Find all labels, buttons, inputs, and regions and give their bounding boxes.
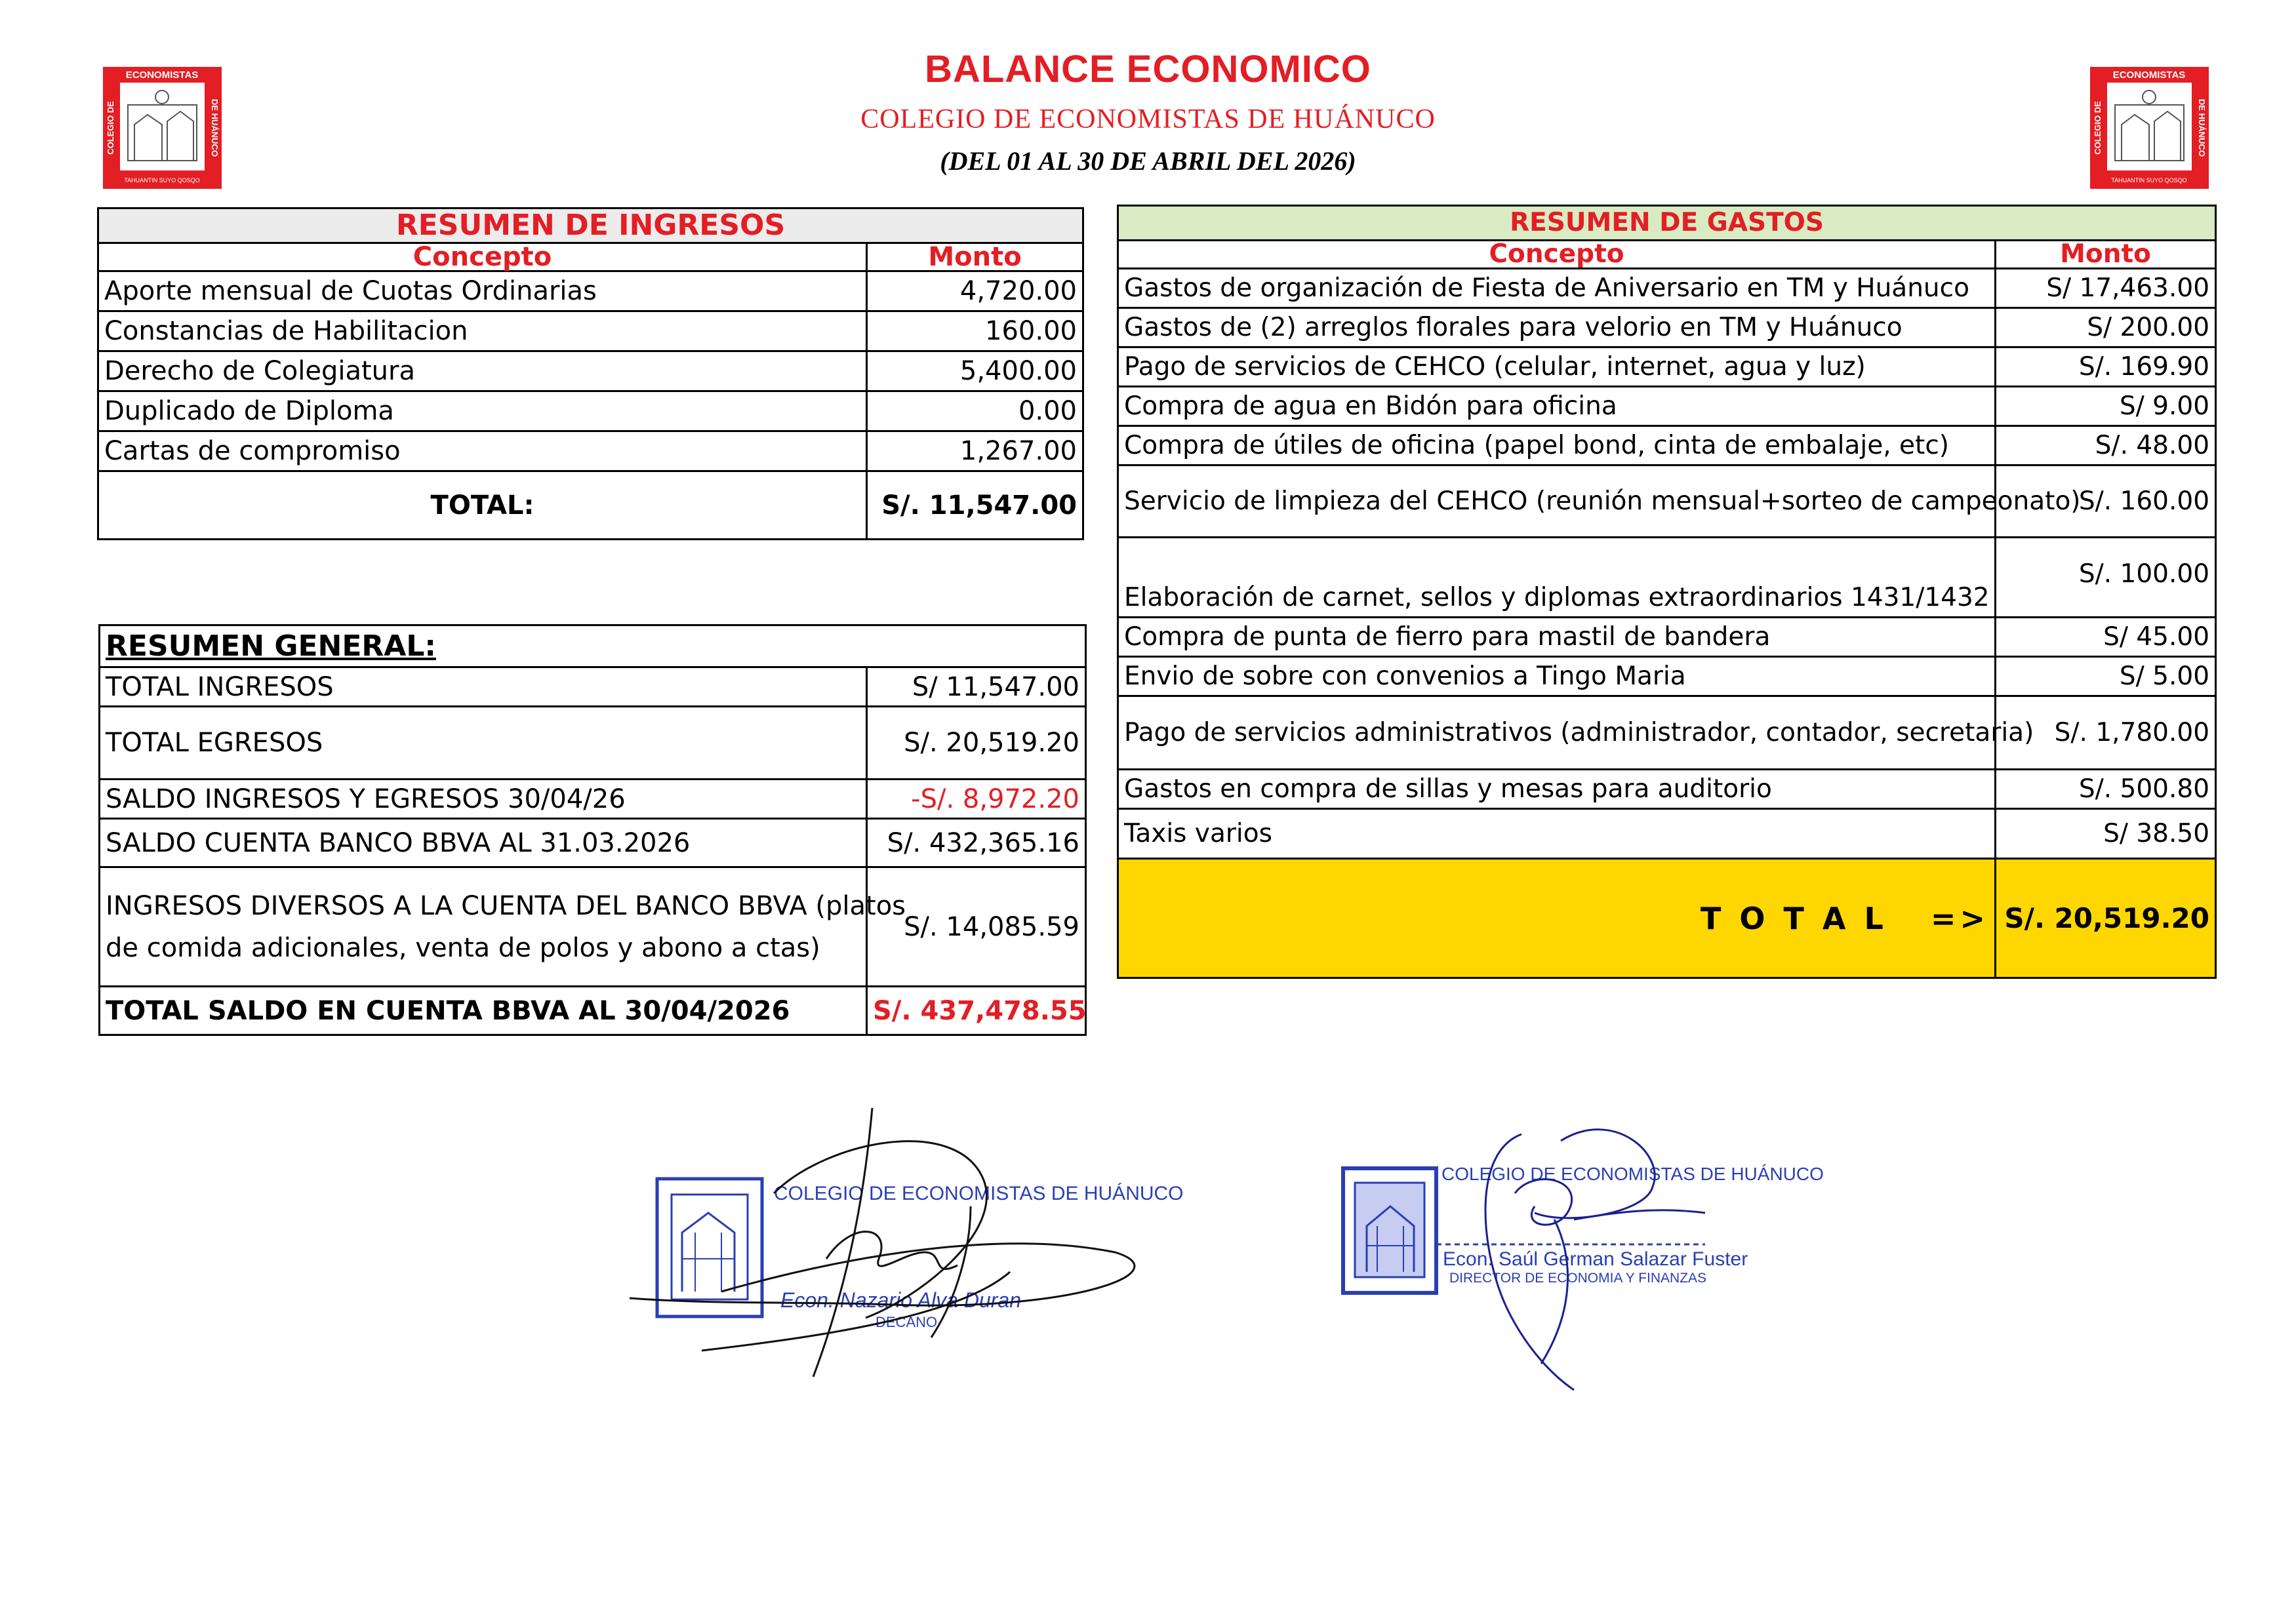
svg-text:COLEGIO DE: COLEGIO DE	[106, 101, 115, 155]
table-row	[1118, 770, 2216, 809]
gasto-concepto: Taxis varios	[1118, 809, 1996, 859]
svg-text:DE HUÁNUCO: DE HUÁNUCO	[2197, 98, 2207, 157]
ingreso-concepto: Cartas de compromiso	[98, 431, 867, 471]
general-concepto: SALDO CUENTA BANCO BBVA AL 31.03.2026	[100, 819, 867, 867]
table-row	[1118, 387, 2216, 426]
gastos-table	[1117, 205, 2217, 979]
table-row	[100, 867, 1086, 987]
gasto-concepto: Pago de servicios administrativos (administrador, contador, secretaria)	[1118, 696, 1996, 770]
gasto-monto: S/. 500.80	[1996, 770, 2216, 809]
gasto-concepto: Servicio de limpieza del CEHCO (reunión mensual+sorteo de campeonato)	[1118, 465, 1996, 538]
stamp-director	[1338, 1115, 1824, 1390]
general-concepto: TOTAL INGRESOS	[100, 667, 867, 707]
svg-text:DE HUÁNUCO: DE HUÁNUCO	[210, 98, 220, 157]
table-row	[1118, 538, 2216, 618]
general-monto: S/. 14,085.59	[867, 867, 1086, 987]
general-concepto: SALDO INGRESOS Y EGRESOS 30/04/26	[100, 780, 867, 819]
gasto-concepto: Compra de útiles de oficina (papel bond, cinta de embalaje, etc)	[1118, 426, 1996, 465]
table-row	[1118, 696, 2216, 770]
stamp-decano	[616, 1101, 1194, 1390]
page-title: BALANCE ECONOMICO	[925, 48, 1371, 90]
table-row	[1118, 809, 2216, 859]
svg-text:ECONOMISTAS: ECONOMISTAS	[125, 69, 199, 81]
report-period: (DEL 01 AL 30 DE ABRIL DEL 2026)	[940, 146, 1356, 176]
ingreso-monto: 1,267.00	[867, 431, 1083, 471]
table-row	[98, 351, 1083, 391]
general-monto: S/ 11,547.00	[867, 667, 1086, 707]
total-row	[100, 987, 1086, 1035]
gasto-concepto: Gastos de (2) arreglos florales para velorio en TM y Huánuco	[1118, 308, 1996, 347]
general-concepto-line2: de comida adicionales, venta de polos y abono a ctas)	[106, 932, 820, 963]
general-total-value: S/. 437,478.55	[867, 987, 1086, 1035]
table-row	[100, 667, 1086, 707]
ingreso-concepto: Constancias de Habilitacion	[98, 311, 867, 351]
table-row	[98, 431, 1083, 471]
gasto-concepto: Pago de servicios de CEHCO (celular, internet, agua y luz)	[1118, 347, 1996, 387]
gasto-monto: S/. 48.00	[1996, 426, 2216, 465]
general-concepto: TOTAL EGRESOS	[100, 707, 867, 780]
general-monto: S/. 432,365.16	[867, 819, 1086, 867]
gastos-total-label: T O T A L =>	[1118, 859, 1996, 978]
svg-text:DECANO: DECANO	[876, 1314, 938, 1330]
table-row	[1118, 308, 2216, 347]
svg-text:Econ. Nazario Alva Duran: Econ. Nazario Alva Duran	[780, 1288, 1021, 1312]
svg-text:DIRECTOR DE ECONOMIA Y FINANZA: DIRECTOR DE ECONOMIA Y FINANZAS	[1449, 1271, 1707, 1286]
table-row	[1118, 465, 2216, 538]
svg-text:ECONOMISTAS: ECONOMISTAS	[2112, 69, 2186, 81]
gasto-monto: S/. 169.90	[1996, 347, 2216, 387]
ingresos-total-value: S/. 11,547.00	[867, 471, 1083, 540]
table-row	[100, 707, 1086, 780]
resumen-general-table	[98, 624, 1087, 1036]
ingreso-monto: 160.00	[867, 311, 1083, 351]
table-row	[1118, 269, 2216, 308]
ingresos-col-monto: Monto	[867, 243, 1083, 271]
table-row	[1118, 426, 2216, 465]
institution-name: COLEGIO DE ECONOMISTAS DE HUÁNUCO	[860, 104, 1436, 134]
gasto-monto: S/. 100.00	[1996, 538, 2216, 618]
gasto-concepto: Gastos en compra de sillas y mesas para auditorio	[1118, 770, 1996, 809]
table-row	[1118, 347, 2216, 387]
table-row	[100, 780, 1086, 819]
gastos-col-monto: Monto	[1996, 241, 2216, 269]
ingreso-monto: 0.00	[867, 391, 1083, 431]
ingreso-concepto: Derecho de Colegiatura	[98, 351, 867, 391]
table-row	[98, 391, 1083, 431]
gasto-concepto: Gastos de organización de Fiesta de Aniversario en TM y Huánuco	[1118, 269, 1996, 308]
ingreso-monto: 4,720.00	[867, 271, 1083, 311]
general-concepto-line1: INGRESOS DIVERSOS A LA CUENTA DEL BANCO BBVA (platos	[106, 890, 906, 921]
svg-text:Econ. Saúl German Salazar Fust: Econ. Saúl German Salazar Fuster	[1443, 1248, 1748, 1270]
ingresos-title: RESUMEN DE INGRESOS	[98, 208, 1083, 243]
table-row	[1118, 657, 2216, 696]
general-title: RESUMEN GENERAL:	[100, 625, 1086, 667]
gasto-monto: S/. 1,780.00	[1996, 696, 2216, 770]
ingreso-concepto: Duplicado de Diploma	[98, 391, 867, 431]
svg-text:COLEGIO DE ECONOMISTAS DE HUÁN: COLEGIO DE ECONOMISTAS DE HUÁNUCO	[1441, 1164, 1824, 1184]
general-monto-negative: -S/. 8,972.20	[867, 780, 1086, 819]
gasto-monto: S/ 200.00	[1996, 308, 2216, 347]
gastos-title: RESUMEN DE GASTOS	[1118, 206, 2216, 241]
ingreso-concepto: Aporte mensual de Cuotas Ordinarias	[98, 271, 867, 311]
total-row	[98, 471, 1083, 540]
gasto-concepto: Compra de agua en Bidón para oficina	[1118, 387, 1996, 426]
svg-text:COLEGIO DE ECONOMISTAS DE HUÁN: COLEGIO DE ECONOMISTAS DE HUÁNUCO	[774, 1183, 1184, 1204]
table-row	[100, 819, 1086, 867]
ingresos-col-concepto: Concepto	[98, 243, 867, 271]
gasto-monto: S/ 38.50	[1996, 809, 2216, 859]
gasto-monto: S/ 5.00	[1996, 657, 2216, 696]
table-row	[98, 271, 1083, 311]
ingresos-total-label: TOTAL:	[98, 471, 867, 540]
svg-text:COLEGIO DE: COLEGIO DE	[2093, 101, 2103, 155]
gastos-total-value: S/. 20,519.20	[1996, 859, 2216, 978]
signature-block-director	[1338, 1115, 1824, 1390]
ingresos-table	[97, 207, 1084, 540]
gasto-concepto: Envio de sobre con convenios a Tingo Maria	[1118, 657, 1996, 696]
gasto-monto: S/ 17,463.00	[1996, 269, 2216, 308]
ingreso-monto: 5,400.00	[867, 351, 1083, 391]
svg-text:TAHUANTIN SUYO QOSQO: TAHUANTIN SUYO QOSQO	[124, 177, 200, 184]
gastos-col-concepto: Concepto	[1118, 241, 1996, 269]
gasto-monto: S/ 9.00	[1996, 387, 2216, 426]
gasto-monto: S/ 45.00	[1996, 618, 2216, 657]
total-row	[1118, 859, 2216, 978]
gasto-monto: S/. 160.00	[1996, 465, 2216, 538]
table-row	[1118, 618, 2216, 657]
general-monto: S/. 20,519.20	[867, 707, 1086, 780]
general-concepto	[100, 867, 906, 987]
gasto-concepto: Compra de punta de fierro para mastil de bandera	[1118, 618, 1996, 657]
svg-text:TAHUANTIN SUYO QOSQO: TAHUANTIN SUYO QOSQO	[2111, 177, 2187, 184]
gasto-concepto: Elaboración de carnet, sellos y diplomas extraordinarios 1431/1432	[1118, 538, 1996, 618]
table-row	[98, 311, 1083, 351]
general-total-label: TOTAL SALDO EN CUENTA BBVA AL 30/04/2026	[100, 987, 867, 1035]
signature-block-decano	[616, 1101, 1194, 1390]
